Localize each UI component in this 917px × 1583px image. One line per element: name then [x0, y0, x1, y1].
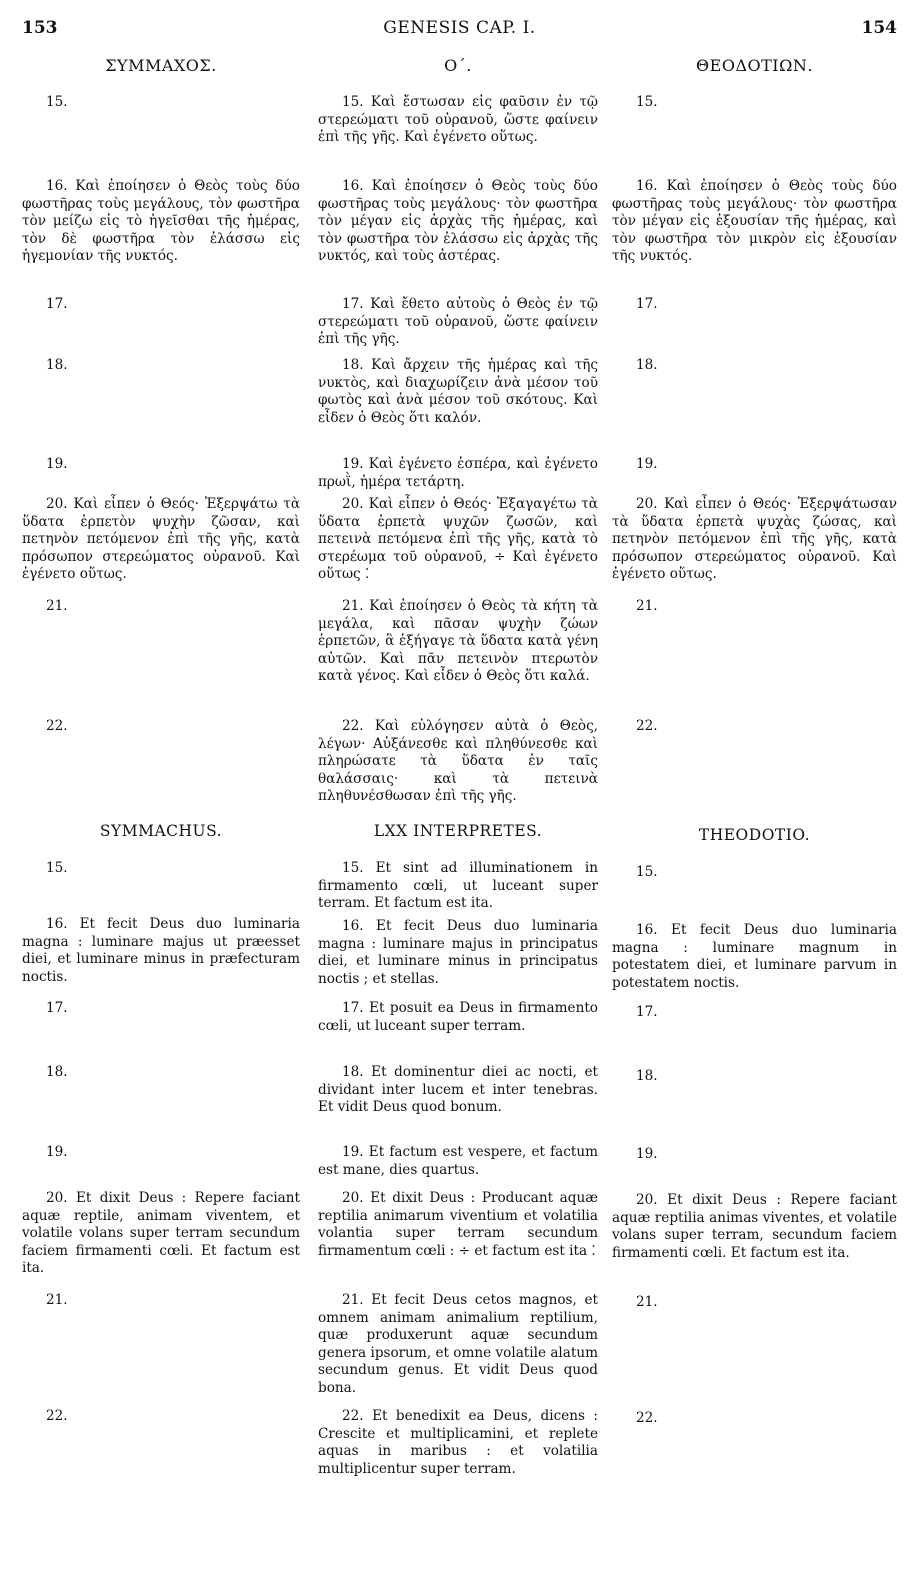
greek-lxx-verse-17: 17. Καὶ ἔθετο αὐτοὺς ὁ Θεὸς ἐν τῷ στερεώματι τοῦ οὐρανοῦ, ὥστε φαίνειν ἐπὶ τῆς γῆς.: [318, 296, 598, 348]
heading-lxx-greek: Ο΄.: [444, 56, 472, 75]
greek-lxx-verse-21: 21. Καὶ ἐποίησεν ὁ Θεὸς τὰ κήτη τὰ μεγάλα, καὶ πᾶσαν ψυχὴν ζώων ἑρπετῶν, ἃ ἐξήγαγε τὰ ὕδατα κατὰ γένη αὐτῶν. Καὶ πᾶν πετεινὸν πτερωτὸν κατὰ γένος. Καὶ εἶδεν ὁ Θεὸς ὅτι καλά.: [318, 598, 598, 685]
greek-lxx-verse-18: 18. Καὶ ἄρχειν τῆς ἡμέρας καὶ τῆς νυκτὸς, καὶ διαχωρίζειν ἀνὰ μέσον τοῦ φωτὸς καὶ ἀνὰ μέσον τοῦ σκότους. Καὶ εἶδεν ὁ Θεὸς ὅτι καλόν.: [318, 357, 598, 426]
latin-lxx-verse-21: 21. Et fecit Deus cetos magnos, et omnem animam animalium reptilium, quæ produxerunt aquæ secundum genera ipsorum, et omne volatile alatum secundum genus. Et vidit Deus quod bona.: [318, 1292, 598, 1396]
latin-symmachus-verse-17: 17.: [46, 1000, 68, 1016]
latin-theodotion-verse-19: 19.: [636, 1146, 658, 1162]
greek-symmachus-verse-16: 16. Καὶ ἐποίησεν ὁ Θεὸς τοὺς δύο φωστῆρας τοὺς μεγάλους, τὸν φωστῆρα τὸν μείζω εἰς τὸ ἡγεῖσθαι τῆς ἡμέρας, τὸν δὲ φωστῆρα τὸν ἐλάσσω εἰς ἡγεμονίαν τῆς νυκτός.: [22, 178, 300, 265]
greek-theodotion-verse-17: 17.: [636, 296, 658, 312]
latin-lxx-verse-19: 19. Et factum est vespere, et factum est mane, dies quartus.: [318, 1144, 598, 1178]
heading-theodotion-greek: ΘΕΟΔΟΤΙΩΝ.: [696, 56, 813, 75]
latin-symmachus-verse-19: 19.: [46, 1144, 68, 1160]
greek-symmachus-verse-15: 15.: [46, 94, 68, 110]
heading-symmachus-latin: SYMMACHUS.: [99, 822, 223, 840]
greek-theodotion-verse-15: 15.: [636, 94, 658, 110]
greek-symmachus-verse-18: 18.: [46, 357, 68, 373]
heading-lxx-latin: LXX INTERPRETES.: [373, 822, 543, 840]
greek-symmachus-verse-21: 21.: [46, 598, 68, 614]
latin-symmachus-verse-18: 18.: [46, 1064, 68, 1080]
running-title: GENESIS CAP. I.: [383, 18, 536, 38]
heading-symmachus-greek: ΣΥΜΜΑΧΟΣ.: [105, 56, 217, 75]
greek-symmachus-verse-17: 17.: [46, 296, 68, 312]
latin-lxx-verse-20: 20. Et dixit Deus : Producant aquæ reptilia animarum viventium et volatilia volantia super terram secundum firmamentum cœli : ÷ et factum est ita ⁚: [318, 1190, 598, 1259]
greek-symmachus-verse-22: 22.: [46, 718, 68, 734]
page-number-left: 153: [22, 18, 58, 38]
latin-theodotion-verse-20: 20. Et dixit Deus : Repere faciant aquæ reptilia animas viventes, et volatile volans super terram, secundum faciem firmamenti cœli. Et factum est ita.: [612, 1192, 897, 1261]
page-header: [22, 18, 897, 42]
latin-lxx-verse-15: 15. Et sint ad illuminationem in firmamento cœli, ut luceant super terram. Et factum est ita.: [318, 860, 598, 912]
latin-theodotion-verse-22: 22.: [636, 1410, 658, 1426]
latin-lxx-verse-16: 16. Et fecit Deus duo luminaria magna : luminare majus in principatus diei, et luminare minus in principatus noctis ; et stellas.: [318, 918, 598, 987]
latin-theodotion-verse-15: 15.: [636, 864, 658, 880]
latin-symmachus-verse-21: 21.: [46, 1292, 68, 1308]
latin-lxx-verse-18: 18. Et dominentur diei ac nocti, et dividant inter lucem et inter tenebras. Et vidit Deus quod bonum.: [318, 1064, 598, 1116]
heading-theodotion-latin: THEODOTIO.: [698, 826, 811, 844]
greek-lxx-verse-15: 15. Καὶ ἔστωσαν εἰς φαῦσιν ἐν τῷ στερεώματι τοῦ οὐρανοῦ, ὥστε φαίνειν ἐπὶ τῆς γῆς. Καὶ ἐγένετο οὕτως.: [318, 94, 598, 146]
greek-theodotion-verse-19: 19.: [636, 456, 658, 472]
greek-symmachus-verse-19: 19.: [46, 456, 68, 472]
greek-theodotion-verse-21: 21.: [636, 598, 658, 614]
greek-lxx-verse-19: 19. Καὶ ἐγένετο ἑσπέρα, καὶ ἐγένετο πρωῒ, ἡμέρα τετάρτη.: [318, 456, 598, 490]
latin-symmachus-verse-15: 15.: [46, 860, 68, 876]
latin-lxx-verse-17: 17. Et posuit ea Deus in firmamento cœli, ut luceant super terram.: [318, 1000, 598, 1034]
latin-theodotion-verse-17: 17.: [636, 1004, 658, 1020]
greek-lxx-verse-22: 22. Καὶ εὐλόγησεν αὐτὰ ὁ Θεὸς, λέγων· Αὐξάνεσθε καὶ πληθύνεσθε καὶ πληρώσατε τὰ ὕδατα ἐν ταῖς θαλάσσαις· καὶ τὰ πετεινὰ πληθυνέσθωσαν ἐπὶ τῆς γῆς.: [318, 718, 598, 805]
greek-lxx-verse-16: 16. Καὶ ἐποίησεν ὁ Θεὸς τοὺς δύο φωστῆρας τοὺς μεγάλους· τὸν φωστῆρα τὸν μέγαν εἰς ἀρχὰς τῆς ἡμέρας, καὶ τὸν φωστῆρα τὸν ἐλάσσω εἰς ἀρχὰς τῆς νυκτός, καὶ τοὺς ἀστέρας.: [318, 178, 598, 265]
greek-theodotion-verse-16: 16. Καὶ ἐποίησεν ὁ Θεὸς τοὺς δύο φωστῆρας τοὺς μεγάλους· τὸν φωστῆρα τὸν μέγαν εἰς ἐξουσίαν τῆς ἡμέρας, καὶ τὸν φωστῆρα τὸν μικρὸν εἰς ἐξουσίαν τῆς νυκτός.: [612, 178, 897, 265]
page-number-right: 154: [861, 18, 897, 38]
greek-lxx-verse-20: 20. Καὶ εἶπεν ὁ Θεός· Ἐξαγαγέτω τὰ ὕδατα ἑρπετὰ ψυχῶν ζωσῶν, καὶ πετεινὰ πετόμενα ἐπὶ τῆς γῆς, κατὰ τὸ στερέωμα τοῦ οὐρανοῦ, ÷ Καὶ ἐγένετο οὕτως ⁚: [318, 496, 598, 583]
greek-theodotion-verse-18: 18.: [636, 357, 658, 373]
latin-lxx-verse-22: 22. Et benedixit ea Deus, dicens : Crescite et multiplicamini, et replete aquas in maribus : et volatilia multiplicentur super terram.: [318, 1408, 598, 1477]
greek-theodotion-verse-20: 20. Καὶ εἶπεν ὁ Θεός· Ἐξερψάτωσαν τὰ ὕδατα ἑρπετὰ ψυχὰς ζώσας, καὶ πετηνὸν πετόμενον ἐπὶ τῆς γῆς, κατὰ πρόσωπον στερεώματος οὐρανοῦ. Καὶ ἐγένετο οὕτως.: [612, 496, 897, 583]
greek-symmachus-verse-20: 20. Καὶ εἶπεν ὁ Θεός· Ἐξερψάτω τὰ ὕδατα ἑρπετὸν ψυχὴν ζῶσαν, καὶ πετηνὸν πετόμενον ἐπὶ τῆς γῆς, κατὰ πρόσωπον στερεώματος οὐρανοῦ. Καὶ ἐγένετο οὕτως.: [22, 496, 300, 583]
latin-theodotion-verse-16: 16. Et fecit Deus duo luminaria magna : luminare magnum in potestatem diei, et luminare parvum in potestatem noctis.: [612, 922, 897, 991]
latin-theodotion-verse-21: 21.: [636, 1294, 658, 1310]
greek-theodotion-verse-22: 22.: [636, 718, 658, 734]
latin-theodotion-verse-18: 18.: [636, 1068, 658, 1084]
latin-symmachus-verse-16: 16. Et fecit Deus duo luminaria magna : luminare majus ut præesset diei, et luminare minus in præfecturam noctis.: [22, 916, 300, 985]
latin-symmachus-verse-20: 20. Et dixit Deus : Repere faciant aquæ reptile, animam viventem, et volatile volans super terram secundum faciem firmamenti cœli. Et factum est ita.: [22, 1190, 300, 1277]
latin-symmachus-verse-22: 22.: [46, 1408, 68, 1424]
